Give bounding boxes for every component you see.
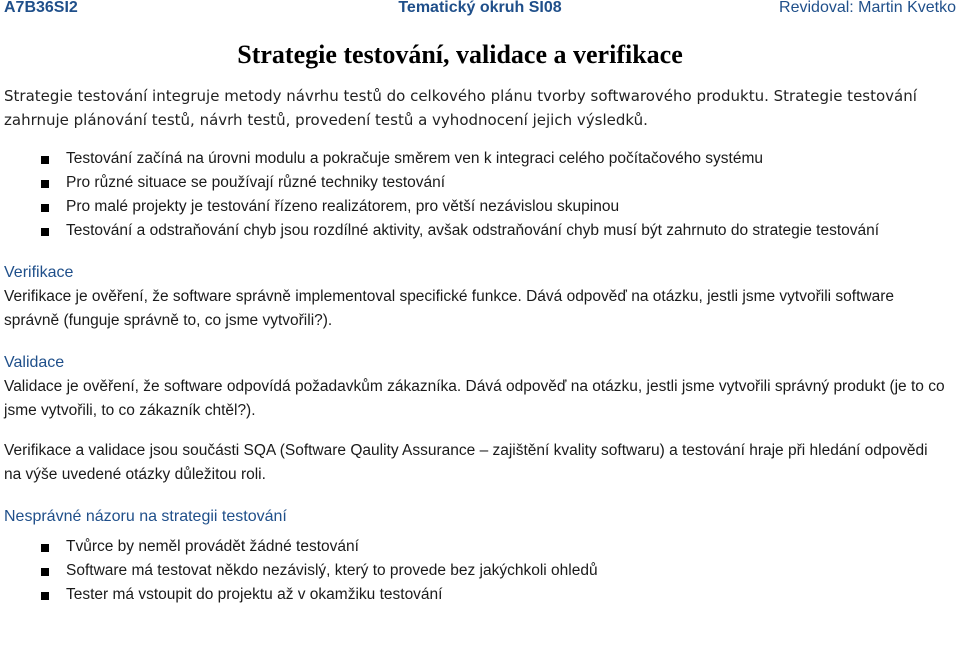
square-bullet-icon — [41, 568, 49, 576]
misconception-bullet-list — [4, 535, 949, 607]
list-item: Testování začíná na úrovni modulu a pokračuje směrem ven k integraci celého počítačového systému — [4, 147, 949, 171]
square-bullet-icon — [41, 544, 49, 552]
square-bullet-icon — [41, 204, 49, 212]
list-item: Tvůrce by neměl provádět žádné testování — [4, 535, 949, 559]
square-bullet-icon — [41, 156, 49, 164]
nespravne-heading: Nesprávné názoru na strategii testování — [4, 508, 287, 525]
validace-heading: Validace — [4, 354, 65, 371]
square-bullet-icon — [41, 592, 49, 600]
verifikace-paragraph: Verifikace je ověření, že software správně implementoval specifické funkce. Dává odpověď na otázku, jestli jsme vytvořili software správně (funguje správně to, co jsme vytvořili?). — [4, 288, 894, 329]
strategy-bullet-list — [4, 147, 949, 243]
list-item: Tester má vstoupit do projektu až v okamžiku testování — [4, 583, 949, 607]
course-code: A7B36SI2 — [4, 0, 78, 16]
topic-label: Tematický okruh SI08 — [398, 0, 562, 16]
list-item: Pro malé projekty je testování řízeno realizátorem, pro větší nezávislou skupinou — [4, 195, 949, 219]
list-item: Pro různé situace se používají různé techniky testování — [4, 171, 949, 195]
validace-paragraph: Validace je ověření, že software odpovídá požadavkům zákazníka. Dává odpověď na otázku, jestli jsme vytvořili správný produkt (je to co jsme vytvořili, to co zákazník chtěl?). — [4, 378, 945, 419]
square-bullet-icon — [41, 180, 49, 188]
page-header — [0, 0, 960, 20]
square-bullet-icon — [41, 228, 49, 236]
list-item: Testování a odstraňování chyb jsou rozdílné aktivity, avšak odstraňování chyb musí být zahrnuto do strategie testování — [4, 219, 949, 243]
intro-paragraph: Strategie testování integruje metody návrhu testů do celkového plánu tvorby softwarového produktu. Strategie testování zahrnuje plánování testů, návrh testů, provedení testů a vyhodnocení jejich výsledků. — [4, 87, 917, 129]
reviewer-label: Revidoval: Martin Kvetko — [779, 0, 956, 16]
list-item: Software má testovat někdo nezávislý, který to provede bez jakýchkoli ohledů — [4, 559, 949, 583]
document-body — [4, 84, 949, 607]
sqa-paragraph: Verifikace a validace jsou součásti SQA (Software Qaulity Assurance – zajištění kvality softwaru) a testování hraje při hledání odpovědi na výše uvedené otázky důležitou roli. — [4, 442, 928, 483]
verifikace-heading: Verifikace — [4, 264, 74, 281]
page-title: Strategie testování, validace a verifikace — [237, 40, 683, 69]
